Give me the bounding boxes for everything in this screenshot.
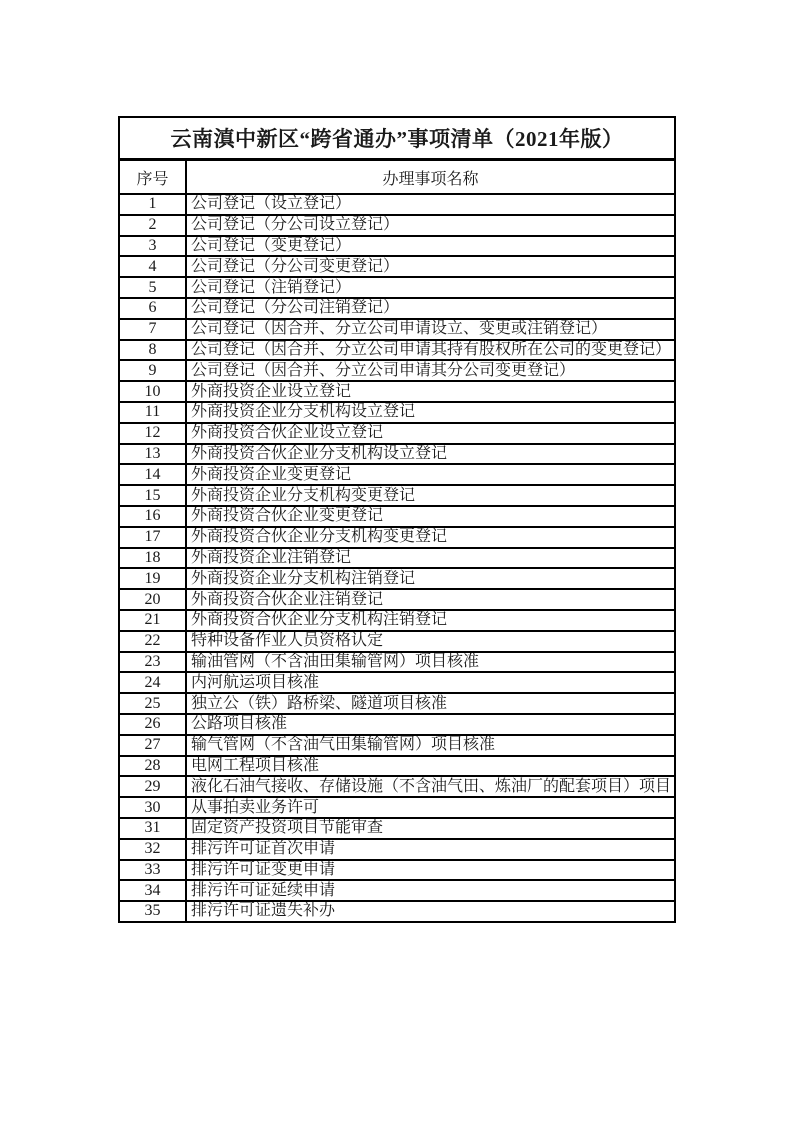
row-item-name: 外商投资企业变更登记 <box>186 464 675 485</box>
items-table <box>118 116 676 923</box>
table-row <box>119 631 675 652</box>
row-number: 33 <box>119 860 186 881</box>
row-number: 8 <box>119 340 186 361</box>
table-title-row <box>119 117 675 160</box>
row-number: 20 <box>119 589 186 610</box>
row-number: 6 <box>119 298 186 319</box>
table-row <box>119 360 675 381</box>
row-number: 23 <box>119 652 186 673</box>
table-row <box>119 860 675 881</box>
table-row <box>119 548 675 569</box>
row-number: 21 <box>119 610 186 631</box>
row-item-name: 外商投资企业分支机构注销登记 <box>186 568 675 589</box>
table-row <box>119 880 675 901</box>
row-item-name: 外商投资合伙企业分支机构注销登记 <box>186 610 675 631</box>
row-item-name: 排污许可证变更申请 <box>186 860 675 881</box>
row-number: 30 <box>119 797 186 818</box>
row-item-name: 公司登记（注销登记） <box>186 277 675 298</box>
row-number: 15 <box>119 485 186 506</box>
row-item-name: 公路项目核准 <box>186 714 675 735</box>
table-row <box>119 464 675 485</box>
table-row <box>119 236 675 257</box>
row-item-name: 公司登记（设立登记） <box>186 194 675 215</box>
row-number: 32 <box>119 839 186 860</box>
table-row <box>119 839 675 860</box>
row-number: 9 <box>119 360 186 381</box>
row-item-name: 外商投资企业分支机构变更登记 <box>186 485 675 506</box>
row-number: 35 <box>119 901 186 922</box>
table-row <box>119 610 675 631</box>
table-row <box>119 714 675 735</box>
table-row <box>119 652 675 673</box>
row-item-name: 公司登记（因合并、分立公司申请其分公司变更登记） <box>186 360 675 381</box>
table-row <box>119 797 675 818</box>
table-row <box>119 568 675 589</box>
row-item-name: 外商投资企业设立登记 <box>186 381 675 402</box>
row-item-name: 外商投资合伙企业注销登记 <box>186 589 675 610</box>
row-item-name: 公司登记（分公司变更登记） <box>186 256 675 277</box>
table-row <box>119 901 675 922</box>
row-item-name: 特种设备作业人员资格认定 <box>186 631 675 652</box>
row-item-name: 公司登记（变更登记） <box>186 236 675 257</box>
table-row <box>119 277 675 298</box>
row-number: 12 <box>119 423 186 444</box>
row-item-name: 独立公（铁）路桥梁、隧道项目核准 <box>186 693 675 714</box>
row-number: 14 <box>119 464 186 485</box>
row-item-name: 外商投资企业分支机构设立登记 <box>186 402 675 423</box>
row-item-name: 公司登记（因合并、分立公司申请其持有股权所在公司的变更登记） <box>186 340 675 361</box>
row-number: 31 <box>119 818 186 839</box>
table-row <box>119 444 675 465</box>
row-number: 3 <box>119 236 186 257</box>
row-item-name: 内河航运项目核准 <box>186 672 675 693</box>
row-number: 28 <box>119 756 186 777</box>
column-header-number: 序号 <box>119 160 186 195</box>
table-row <box>119 672 675 693</box>
table-row <box>119 735 675 756</box>
row-item-name: 排污许可证首次申请 <box>186 839 675 860</box>
row-item-name: 从事拍卖业务许可 <box>186 797 675 818</box>
table-row <box>119 194 675 215</box>
row-item-name: 排污许可证延续申请 <box>186 880 675 901</box>
row-item-name: 外商投资合伙企业分支机构设立登记 <box>186 444 675 465</box>
table-row <box>119 818 675 839</box>
row-item-name: 输气管网（不含油气田集输管网）项目核准 <box>186 735 675 756</box>
row-number: 22 <box>119 631 186 652</box>
row-item-name: 电网工程项目核准 <box>186 756 675 777</box>
row-item-name: 外商投资企业注销登记 <box>186 548 675 569</box>
table-row <box>119 527 675 548</box>
table-row <box>119 340 675 361</box>
row-number: 5 <box>119 277 186 298</box>
table-row <box>119 693 675 714</box>
row-item-name: 外商投资合伙企业分支机构变更登记 <box>186 527 675 548</box>
row-number: 24 <box>119 672 186 693</box>
row-item-name: 外商投资合伙企业设立登记 <box>186 423 675 444</box>
row-item-name: 排污许可证遗失补办 <box>186 901 675 922</box>
table-row <box>119 319 675 340</box>
table-row <box>119 589 675 610</box>
table-row <box>119 756 675 777</box>
row-number: 4 <box>119 256 186 277</box>
row-item-name: 外商投资合伙企业变更登记 <box>186 506 675 527</box>
row-number: 1 <box>119 194 186 215</box>
row-number: 19 <box>119 568 186 589</box>
table-body <box>119 194 675 922</box>
row-number: 16 <box>119 506 186 527</box>
row-number: 27 <box>119 735 186 756</box>
row-number: 26 <box>119 714 186 735</box>
row-number: 29 <box>119 776 186 797</box>
row-item-name: 液化石油气接收、存储设施（不含油气田、炼油厂的配套项目）项目 <box>186 776 675 797</box>
row-number: 10 <box>119 381 186 402</box>
table-row <box>119 256 675 277</box>
row-number: 2 <box>119 215 186 236</box>
table-row <box>119 215 675 236</box>
row-number: 7 <box>119 319 186 340</box>
row-number: 25 <box>119 693 186 714</box>
page-title: 云南滇中新区“跨省通办”事项清单（2021年版） <box>119 117 675 160</box>
table-row <box>119 298 675 319</box>
row-item-name: 固定资产投资项目节能审查 <box>186 818 675 839</box>
table-row <box>119 381 675 402</box>
row-number: 13 <box>119 444 186 465</box>
table-row <box>119 402 675 423</box>
table-header-row <box>119 160 675 195</box>
row-number: 11 <box>119 402 186 423</box>
row-number: 17 <box>119 527 186 548</box>
table-row <box>119 506 675 527</box>
table-row <box>119 423 675 444</box>
row-number: 18 <box>119 548 186 569</box>
column-header-item-name: 办理事项名称 <box>186 160 675 195</box>
table-row <box>119 485 675 506</box>
row-item-name: 输油管网（不含油田集输管网）项目核准 <box>186 652 675 673</box>
table-row <box>119 776 675 797</box>
row-item-name: 公司登记（分公司注销登记） <box>186 298 675 319</box>
row-number: 34 <box>119 880 186 901</box>
row-item-name: 公司登记（因合并、分立公司申请设立、变更或注销登记） <box>186 319 675 340</box>
row-item-name: 公司登记（分公司设立登记） <box>186 215 675 236</box>
